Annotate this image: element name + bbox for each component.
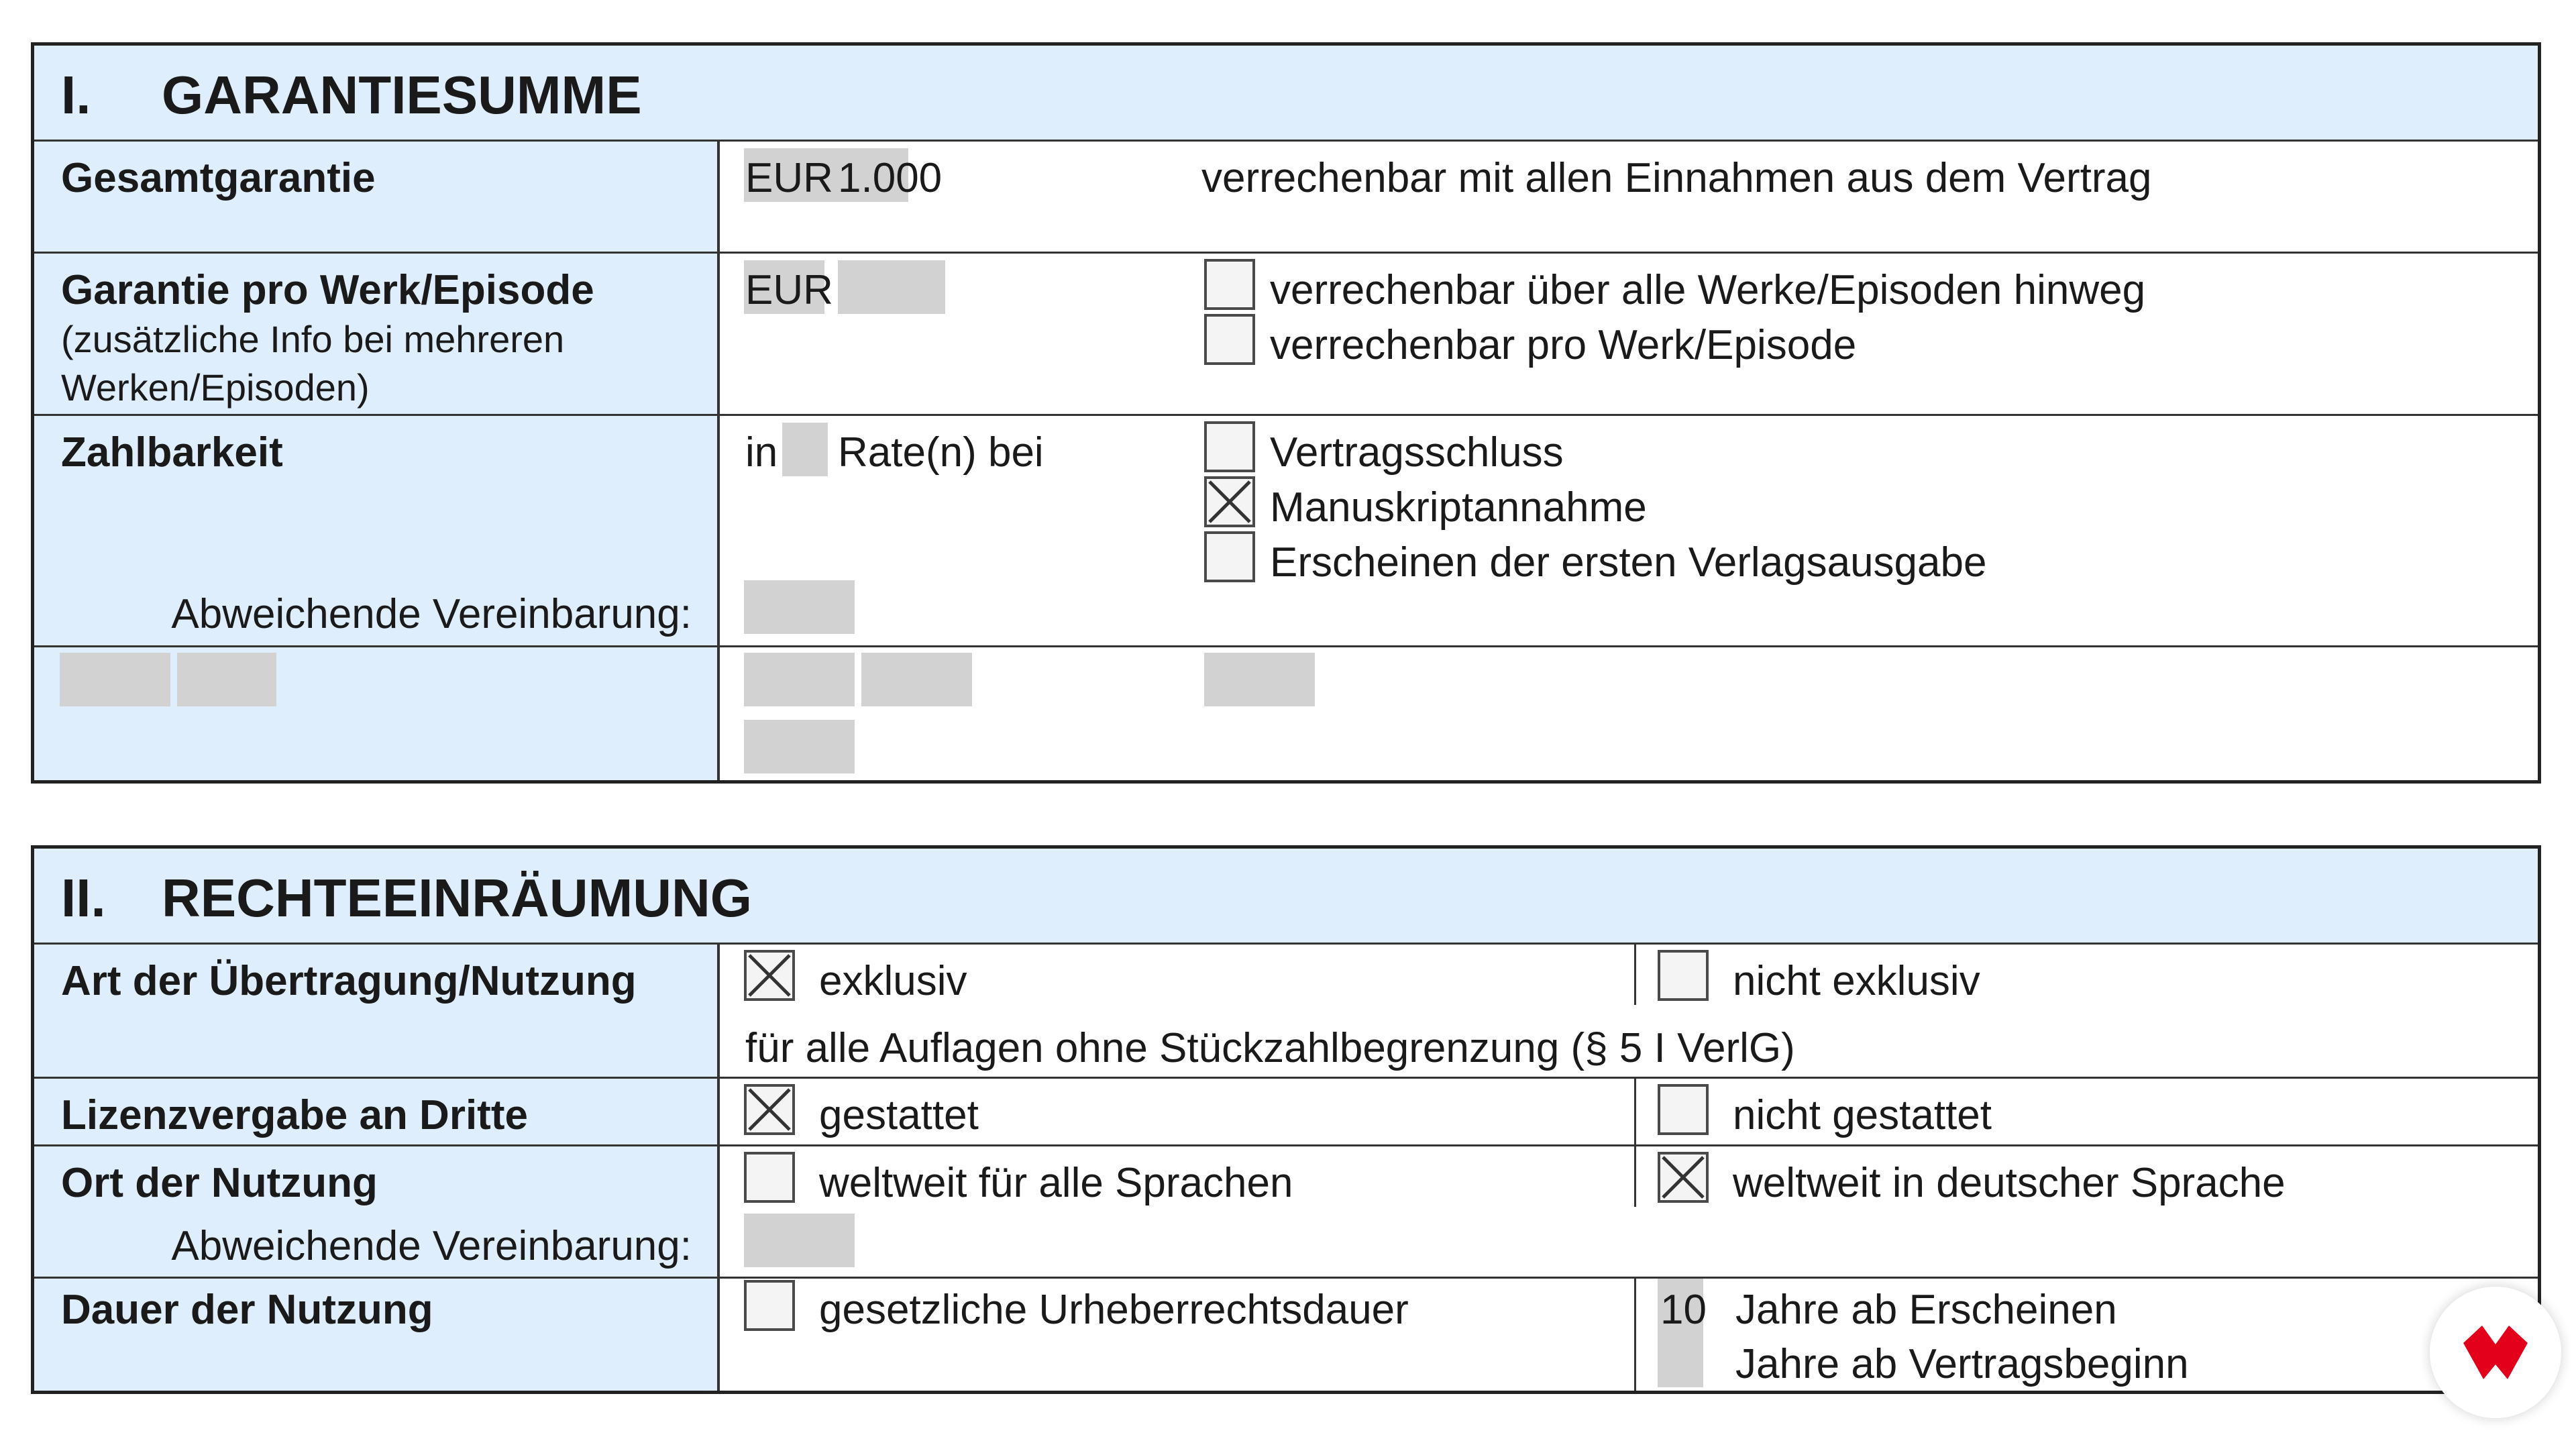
extra-field-2[interactable] <box>861 653 972 706</box>
art-note: für alle Auflagen ohne Stückzahlbegrenzung (§ 5 I VerlG) <box>745 1025 1795 1071</box>
row-zahlbarkeit <box>34 416 2538 647</box>
checkbox-alle-werke[interactable] <box>1204 259 1255 310</box>
row-garantie-pro-werk <box>34 254 2538 416</box>
extra-label-field-1[interactable] <box>60 653 170 706</box>
row-label-cell <box>34 254 720 414</box>
option-label: Manuskriptannahme <box>1270 484 1647 531</box>
abweichend-label: Abweichende Vereinbarung: <box>171 1223 692 1269</box>
row-label: Garantie pro Werk/Episode <box>61 267 594 313</box>
red-chevron-logo-icon <box>2462 1324 2529 1381</box>
row-label-cell <box>34 945 720 1077</box>
row-dauer-nutzung <box>34 1279 2538 1391</box>
row-label: Dauer der Nutzung <box>61 1287 433 1333</box>
row-label-cell <box>34 647 720 780</box>
abweichend-label: Abweichende Vereinbarung: <box>171 591 692 637</box>
amount-input[interactable] <box>838 260 945 314</box>
check-x-icon <box>747 953 792 998</box>
row-label: Gesamtgarantie <box>61 155 376 201</box>
row-label: Lizenzvergabe an Dritte <box>61 1092 528 1138</box>
section-header <box>34 46 2538 142</box>
abweichend-input[interactable] <box>744 580 855 634</box>
column-divider <box>1634 1079 1636 1146</box>
row-extra-fields <box>34 647 2538 780</box>
section-title: GARANTIESUMME <box>162 65 642 125</box>
column-divider <box>1634 1146 1636 1207</box>
row-sublabel-2: Werken/Episoden) <box>61 366 370 409</box>
section-header <box>34 849 2538 945</box>
gesamt-note: verrechenbar mit allen Einnahmen aus dem Vertrag <box>1201 155 2152 201</box>
rate-label: Rate(n) bei <box>838 429 1044 476</box>
section-number: II. <box>61 868 106 928</box>
extra-field-3[interactable] <box>1204 653 1315 706</box>
checkbox-pro-werk[interactable] <box>1204 314 1255 365</box>
checkbox-manuskriptannahme[interactable] <box>1204 476 1255 527</box>
row-label: Art der Übertragung/Nutzung <box>61 958 637 1004</box>
extra-field-1[interactable] <box>744 653 855 706</box>
checkbox-nicht-gestattet[interactable] <box>1658 1084 1709 1135</box>
row-label-cell <box>34 1146 720 1277</box>
option-label: Erscheinen der ersten Verlagsausgabe <box>1270 539 1987 586</box>
brand-badge[interactable] <box>2430 1287 2561 1418</box>
row-label: Zahlbarkeit <box>61 429 283 476</box>
checkbox-deutsche-sprache[interactable] <box>1658 1152 1709 1203</box>
option-label: gesetzliche Urheberrechtsdauer <box>819 1287 1409 1333</box>
checkbox-exklusiv[interactable] <box>744 950 795 1001</box>
extra-label-field-2[interactable] <box>177 653 276 706</box>
option-label: Vertragsschluss <box>1270 429 1564 476</box>
option-label: nicht exklusiv <box>1733 958 1980 1004</box>
checkbox-erscheinen[interactable] <box>1204 531 1255 582</box>
option-label: weltweit für alle Sprachen <box>819 1160 1293 1206</box>
section-title: RECHTEEINRÄUMUNG <box>162 868 752 928</box>
abweichend-input[interactable] <box>744 1214 855 1267</box>
check-x-icon <box>747 1087 792 1132</box>
check-x-icon <box>1660 1155 1706 1200</box>
currency-label: EUR <box>745 267 833 313</box>
row-lizenzvergabe <box>34 1079 2538 1146</box>
row-sublabel-1: (zusätzliche Info bei mehreren <box>61 318 565 360</box>
column-divider <box>1634 1279 1636 1391</box>
rate-count-input[interactable] <box>782 423 828 476</box>
extra-field-4[interactable] <box>744 720 855 773</box>
checkbox-nicht-exklusiv[interactable] <box>1658 950 1709 1001</box>
years-value: 10 <box>1660 1287 1707 1333</box>
option-label: verrechenbar über alle Werke/Episoden hinweg <box>1270 267 2146 313</box>
check-x-icon <box>1207 479 1252 525</box>
row-label-cell <box>34 416 720 645</box>
row-ort-nutzung <box>34 1146 2538 1279</box>
section-garantiesumme <box>31 42 2541 784</box>
checkbox-vertragsschluss[interactable] <box>1204 421 1255 472</box>
column-divider <box>1634 945 1636 1005</box>
option-label: gestattet <box>819 1092 979 1138</box>
years-vertragsbeginn-label: Jahre ab Vertragsbeginn <box>1735 1341 2189 1387</box>
option-label: exklusiv <box>819 958 967 1004</box>
currency-label: EUR <box>745 155 833 201</box>
section-number: I. <box>61 65 91 125</box>
row-label-cell <box>34 142 720 252</box>
option-label: nicht gestattet <box>1733 1092 1992 1138</box>
option-label: verrechenbar pro Werk/Episode <box>1270 322 1857 368</box>
row-art-uebertragung <box>34 945 2538 1079</box>
amount-value: 1.000 <box>838 155 943 201</box>
section-rechteeinraeumung <box>31 845 2541 1394</box>
checkbox-gestattet[interactable] <box>744 1084 795 1135</box>
checkbox-alle-sprachen[interactable] <box>744 1152 795 1203</box>
row-label: Ort der Nutzung <box>61 1160 378 1206</box>
years-erscheinen-label: Jahre ab Erscheinen <box>1735 1287 2117 1333</box>
row-gesamtgarantie <box>34 142 2538 254</box>
option-label: weltweit in deutscher Sprache <box>1733 1160 2286 1206</box>
in-label: in <box>745 429 778 476</box>
row-label-cell <box>34 1079 720 1144</box>
row-label-cell <box>34 1279 720 1391</box>
checkbox-urheberrechtsdauer[interactable] <box>744 1280 795 1331</box>
